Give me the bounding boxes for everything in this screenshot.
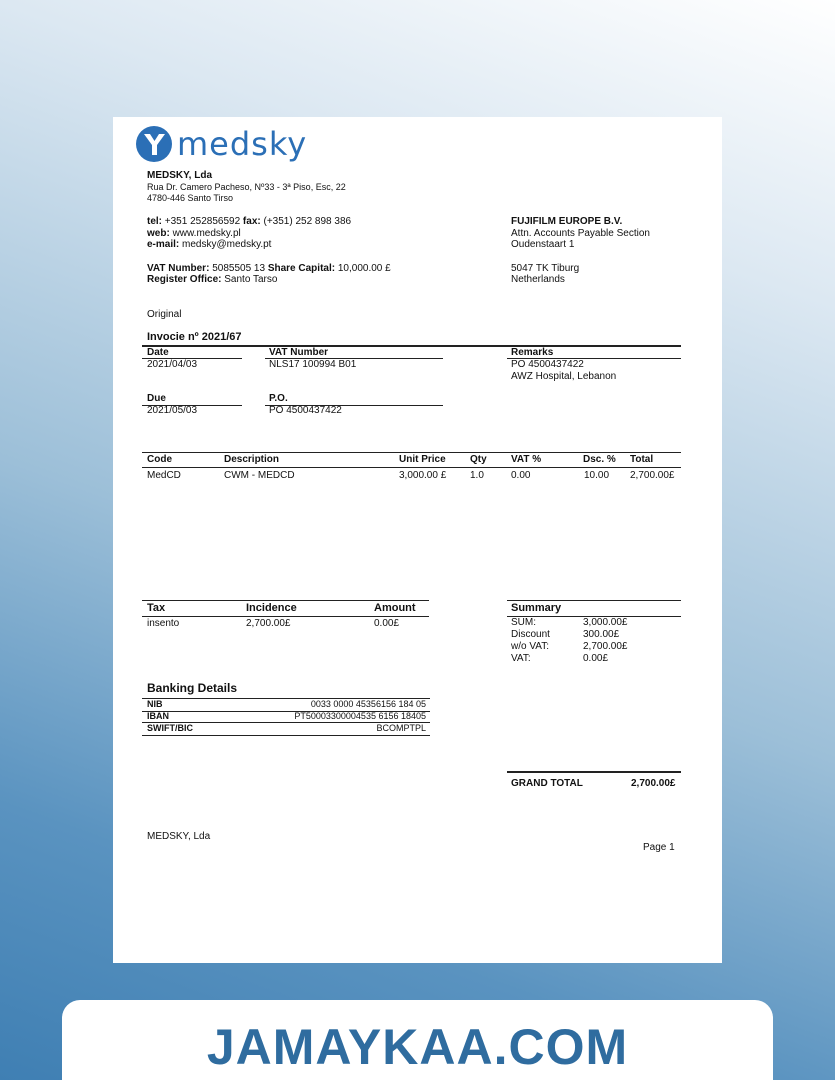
grand-total-value: 2,700.00£ xyxy=(631,778,676,789)
amount-header: Amount xyxy=(374,602,416,614)
iban-value: PT50003300004535 6156 18405 xyxy=(294,711,426,721)
tax-header: Tax xyxy=(147,602,166,614)
summary-vat-label: VAT: xyxy=(511,653,531,664)
grand-total-rule xyxy=(507,771,681,773)
col-total-header: Total xyxy=(630,454,654,465)
summary-top-rule xyxy=(507,600,681,601)
fax-label: fax: xyxy=(242,216,261,227)
iban-label: IBAN xyxy=(147,711,169,721)
banking-rule-4 xyxy=(142,735,430,736)
medsky-logo-icon xyxy=(135,125,173,163)
recipient-name: FUJIFILM EUROPE B.V. xyxy=(511,216,623,227)
company-vat-value: 5085505 13 xyxy=(212,263,266,274)
discount-value: 300.00£ xyxy=(583,629,620,640)
amount-value: 0.00£ xyxy=(374,618,400,629)
brand-name: medsky xyxy=(177,125,308,163)
office-value: Santo Tarso xyxy=(224,274,278,285)
col-unit-price-header: Unit Price xyxy=(399,454,446,465)
po-value: PO 4500437422 xyxy=(269,405,342,416)
fax-value: (+351) 252 898 386 xyxy=(263,216,352,227)
banking-title: Banking Details xyxy=(147,681,238,695)
without-vat-label: w/o VAT: xyxy=(511,641,549,652)
col-code-header: Code xyxy=(147,454,172,465)
date-label: Date xyxy=(147,347,169,358)
tax-header-top-rule xyxy=(142,600,429,601)
discount-label: Discount xyxy=(511,629,550,640)
item-vat: 0.00 xyxy=(511,470,531,481)
office-label: Register Office: xyxy=(147,274,222,285)
watermark-text: JAMAYKAA.COM xyxy=(206,1019,629,1075)
items-header-top-rule xyxy=(142,452,681,453)
tel-value: +351 252856592 xyxy=(164,216,241,227)
nib-value: 0033 0000 45356156 184 05 xyxy=(310,699,426,709)
summary-title: Summary xyxy=(511,602,562,614)
po-label: P.O. xyxy=(269,393,288,404)
capital-value: 10,000.00 £ xyxy=(337,263,391,274)
page-number: Page 1 xyxy=(643,842,675,853)
contact-phone-line xyxy=(147,216,351,228)
remarks-line2: AWZ Hospital, Lebanon xyxy=(511,371,617,382)
remarks-line1: PO 4500437422 xyxy=(511,359,584,370)
web-label: web: xyxy=(147,228,170,239)
swift-value: BCOMPTPL xyxy=(376,723,426,733)
footer-company: MEDSKY, Lda xyxy=(147,831,211,842)
capital-label: Share Capital: xyxy=(267,263,336,274)
contact-email-line xyxy=(147,239,271,251)
without-vat-value: 2,700.00£ xyxy=(583,641,628,652)
invoice-sheet xyxy=(113,117,722,963)
invoice-title: Invocie nº 2021/67 xyxy=(147,331,242,343)
recipient-street: Oudenstaart 1 xyxy=(511,239,575,250)
date-value: 2021/04/03 xyxy=(147,359,198,370)
item-code: MedCD xyxy=(147,470,181,481)
col-vat-header: VAT % xyxy=(511,454,542,465)
recipient-attn: Attn. Accounts Payable Section xyxy=(511,228,650,239)
company-vat-label: VAT Number: xyxy=(147,263,210,274)
tel-label: tel: xyxy=(147,216,162,227)
vat-number-value: NLS17 100994 B01 xyxy=(269,359,357,370)
recipient-city: 5047 TK Tiburg xyxy=(511,263,580,274)
sum-label: SUM: xyxy=(511,617,536,628)
item-unit-price: 3,000.00 £ xyxy=(399,470,447,481)
col-qty-header: Qty xyxy=(470,454,487,465)
tax-header-bottom-rule xyxy=(142,616,429,617)
email-label: e-mail: xyxy=(147,239,180,250)
summary-vat-value: 0.00£ xyxy=(583,653,609,664)
copy-type: Original xyxy=(147,309,182,320)
col-description-header: Description xyxy=(224,454,280,465)
remarks-label: Remarks xyxy=(511,347,554,358)
items-header-bottom-rule xyxy=(142,467,681,468)
due-value: 2021/05/03 xyxy=(147,405,198,416)
tax-value: insento xyxy=(147,618,180,629)
incidence-header: Incidence xyxy=(246,602,297,614)
grand-total-label: GRAND TOTAL xyxy=(511,778,583,789)
swift-label: SWIFT/BIC xyxy=(147,723,193,733)
item-total: 2,700.00£ xyxy=(630,470,675,481)
due-label: Due xyxy=(147,393,166,404)
register-office-line xyxy=(147,274,277,286)
company-address-line2: 4780-446 Santo Tirso xyxy=(147,193,234,203)
company-address-line1: Rua Dr. Camero Pacheso, Nº33 - 3ª Piso, Esc, 22 xyxy=(147,182,346,192)
vat-number-label: VAT Number xyxy=(269,347,329,358)
item-qty: 1.0 xyxy=(470,470,484,481)
recipient-country: Netherlands xyxy=(511,274,565,285)
title-rule xyxy=(142,345,681,347)
email-value: medsky@medsky.pt xyxy=(182,239,272,250)
col-discount-header: Dsc. % xyxy=(583,454,616,465)
web-value: www.medsky.pl xyxy=(172,228,241,239)
item-description: CWM - MEDCD xyxy=(224,470,295,481)
watermark-banner xyxy=(62,1000,773,1080)
company-name: MEDSKY, Lda xyxy=(147,170,213,181)
incidence-value: 2,700.00£ xyxy=(246,618,291,629)
item-discount: 10.00 xyxy=(584,470,610,481)
sum-value: 3,000.00£ xyxy=(583,617,628,628)
nib-label: NIB xyxy=(147,699,163,709)
